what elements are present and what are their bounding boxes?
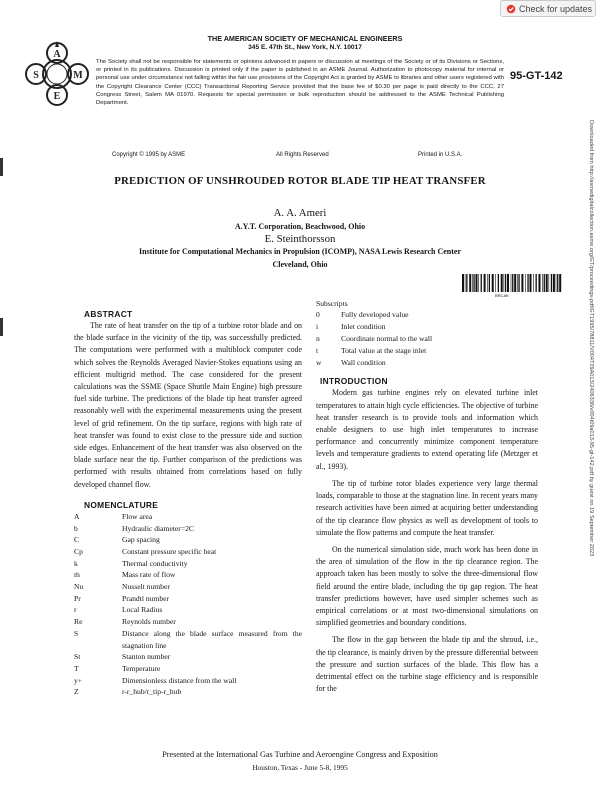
seal-letter-s: S [33, 70, 39, 81]
barcode-bar [462, 274, 464, 292]
barcode-bar [478, 274, 479, 292]
nomenclature-symbol: y+ [74, 675, 83, 685]
barcode-bar [517, 274, 518, 292]
barcode-bar [511, 274, 512, 292]
nomenclature-symbol: St [74, 652, 81, 662]
subscript-row [316, 333, 432, 345]
barcode-bar [557, 274, 558, 292]
barcode-bar [556, 274, 557, 292]
author-affiliation: A.Y.T. Corporation, Beachwood, Ohio [234, 222, 366, 231]
seal-letter-e: E [53, 91, 61, 102]
barcode-bar [489, 274, 490, 292]
nomenclature-row [74, 686, 302, 698]
nomenclature-row [74, 581, 302, 593]
author-name: E. Steinthorsson [264, 233, 336, 245]
nomenclature-symbol: b [74, 523, 78, 533]
rights-notice: All Rights Reserved [276, 152, 329, 158]
subscript-symbol: w [316, 358, 322, 368]
barcode-bar [484, 274, 486, 292]
subscript-row [316, 321, 432, 333]
barcode-bar [525, 274, 526, 292]
right-column [316, 298, 538, 695]
subscript-symbol: t [316, 346, 319, 356]
subscripts-table [316, 309, 432, 369]
subscript-definition: Wall condition [341, 358, 386, 368]
nomenclature-symbol: Z [74, 687, 79, 697]
author-affiliation: Institute for Computational Mechanics in Propulsion (ICOMP), NASA Lewis Research Center [139, 247, 461, 256]
nomenclature-symbol: S [74, 628, 79, 638]
barcode-bar [504, 274, 505, 292]
nomenclature-symbol: Cp [74, 546, 83, 556]
check-for-updates-label: Check for updates [519, 4, 593, 14]
barcode-bar [472, 274, 473, 292]
barcode-bar [501, 274, 503, 292]
barcode-bar [469, 274, 471, 292]
barcode-bar [495, 274, 496, 292]
nomenclature-definition: r-r_hub/r_tip-r_hub [122, 687, 182, 697]
subscripts-heading: Subscripts [316, 299, 348, 308]
barcode-bar [492, 274, 494, 292]
nomenclature-heading: NOMENCLATURE [84, 499, 159, 510]
nomenclature-row [74, 534, 302, 546]
nomenclature-definition: Constant pressure specific heat [122, 546, 217, 556]
barcode-bar [553, 274, 555, 292]
nomenclature-symbol: Re [74, 617, 83, 627]
nomenclature-table [74, 511, 302, 698]
introduction-paragraph: The tip of turbine rotor blades experience very large thermal loads, comparable to those at the stagnation line. In recent years many research activities have been aimed at acquiring better understanding of the tip clearance flow physics as well as development of tools to simulate the flow patterns and compute the heat transfer. [316, 478, 538, 537]
nomenclature-definition: Gap spacing [122, 535, 160, 545]
nomenclature-symbol: ṁ [74, 570, 80, 580]
printed-notice: Printed in U.S.A. [418, 152, 463, 158]
seal-letter-m: M [73, 70, 83, 81]
barcode-bar [521, 274, 523, 292]
barcode-bar [481, 274, 482, 292]
barcode-bar [487, 274, 488, 292]
conference-footer: Presented at the International Gas Turbine and Aeroengine Congress and Exposition [162, 750, 438, 759]
check-for-updates-icon [506, 4, 516, 14]
society-address: 345 E. 47th St., New York, N.Y. 10017 [248, 44, 362, 51]
nomenclature-row [74, 569, 302, 581]
nomenclature-row [74, 546, 302, 558]
barcode-caption: BRCAK [495, 293, 509, 298]
nomenclature-row [74, 604, 302, 616]
introduction-paragraph: The flow in the gap between the blade tip and the shroud, i.e., the tip clearance, is mainly driven by the pressure differential between the pressure and suction surfaces of the blade. This flow has a detrimental effect on the turbine stage efficiency and is responsible for the [316, 635, 538, 694]
download-watermark: Downloaded from http://asmedigitalcollection.asme.org/GT/proceedings-pdf/GT1995/78811/V004T09A013/2406336/v004t09a013-95-gt-142.pdf by guest on 19 September 2023 [588, 120, 594, 557]
barcode-bar [539, 274, 541, 292]
copyright-notice: Copyright © 1995 by ASME [112, 152, 186, 158]
subscript-row [316, 345, 432, 357]
nomenclature-definition: Nusselt number [122, 582, 170, 592]
nomenclature-symbol: A [74, 511, 80, 521]
introduction-heading: INTRODUCTION [320, 376, 388, 387]
barcode-bar [512, 274, 513, 292]
subscript-row [316, 309, 432, 321]
nomenclature-symbol: T [74, 663, 79, 673]
nomenclature-definition: Flow area [122, 511, 153, 521]
seal-letter-a: A [53, 49, 61, 60]
barcode-bar [465, 274, 466, 292]
barcode-bar [533, 274, 534, 292]
scan-edge-mark [0, 318, 3, 336]
nomenclature-definition: Reynolds number [122, 617, 176, 627]
abstract-heading: ABSTRACT [84, 309, 133, 319]
nomenclature-row [74, 593, 302, 605]
nomenclature-definition: Dimensionless distance from the wall [122, 675, 237, 685]
author-location: Cleveland, Ohio [272, 260, 328, 269]
nomenclature-row [74, 616, 302, 628]
nomenclature-definition: Prandtl number [122, 593, 170, 603]
left-column [74, 308, 302, 698]
subscript-row [316, 357, 432, 369]
scan-edge-mark [0, 158, 3, 176]
barcode-bar [505, 274, 506, 292]
nomenclature-symbol: C [74, 535, 80, 545]
nomenclature-row [74, 523, 302, 535]
introduction-paragraph: Modern gas turbine engines rely on elevated turbine inlet temperatures to attain high cycle efficiencies. The objective of turbine heat transfer research is to provide tools and information which enable designers to use high inlet temperatures to increase performance and concurrently minimize component temperature levels and temperature gradients to extend operating life (Metzger et al., 1993). [316, 388, 538, 471]
barcode-bar [530, 274, 532, 292]
nomenclature-definition: Stanton number [122, 652, 171, 662]
nomenclature-definition: Local Radius [122, 605, 163, 615]
barcode-bar [466, 274, 467, 292]
barcode-bar [498, 274, 499, 292]
nomenclature-row [74, 651, 302, 663]
nomenclature-definition: Mass rate of flow [122, 570, 176, 580]
conference-location: Houston, Texas - June 5-8, 1995 [252, 763, 348, 772]
nomenclature-definition: Thermal conductivity [122, 558, 188, 568]
barcode-bar [507, 274, 509, 292]
nomenclature-definition: Hydraulic diameter=2C [122, 523, 194, 533]
abstract-text: The rate of heat transfer on the tip of a turbine rotor blade and on the blade surface in the vicinity of the tip, was successfully predicted. The computations were performed with a multiblock computer code which solves the Reynolds Averaged Navier-Stokes equations using an efficient multigrid method. The case considered for the present calculations was the SSME (Space Shuttle Main Engine) high pressure fuel side turbine. The predictions of the blade tip heat transfer agreed reasonably well with the experimental measurements using the present level of grid refinement. On the tip surface, regions with high rate of heat transfer was found to exist close to the pressure side and suction side edges. Enhancement of the heat transfer was also observed on the blade surface near the tip. Further comparison of the predictions was performed with results obtained from correlations based on fully developed channel flow. [74, 321, 302, 489]
barcode-bar [551, 274, 552, 292]
society-name: THE AMERICAN SOCIETY OF MECHANICAL ENGINEERS [207, 34, 403, 43]
subscript-definition: Total value at the stage inlet [341, 346, 427, 356]
barcode-bar [546, 274, 548, 292]
barcode-bar [473, 274, 474, 292]
barcode-bar [527, 274, 528, 292]
subscript-symbol: 0 [316, 310, 320, 319]
nomenclature-definition: Temperature [122, 663, 161, 673]
nomenclature-row [74, 675, 302, 687]
paper-title: PREDICTION OF UNSHROUDED ROTOR BLADE TIP HEAT TRANSFER [114, 175, 486, 187]
nomenclature-row [74, 663, 302, 675]
nomenclature-symbol: k [74, 558, 78, 568]
barcode-bar [536, 274, 537, 292]
nomenclature-symbol: Pr [74, 593, 81, 603]
subscript-symbol: n [316, 334, 320, 344]
barcode-bar [544, 274, 545, 292]
introduction-paragraph: On the numerical simulation side, much work has been done in the area of simulation of the flow in the tip clearance region. The approach taken has been mostly to solve the three-dimensional flow field around the entire blade, including the tip gap region. The heat transfer predictions however, have used simpler schemes such as empirical correlations or at most two-dimensional simulations on simplified geometries and boundary conditions. [316, 544, 538, 628]
barcode-bar [549, 274, 550, 292]
barcode-bar [542, 274, 543, 292]
nomenclature-symbol: r [74, 605, 77, 615]
asme-seal-logo [22, 38, 92, 110]
barcode-bar [514, 274, 516, 292]
author-name: A. A. Ameri [273, 207, 327, 219]
subscript-definition: Inlet condition [341, 322, 386, 332]
nomenclature-row [74, 558, 302, 570]
subscript-definition: Coordinate normal to the wall [341, 334, 433, 344]
subscript-symbol: i [316, 322, 319, 332]
nomenclature-definition: Distance along the blade surface measured from the stagnation line [122, 628, 302, 650]
nomenclature-row [74, 628, 302, 651]
check-for-updates-button[interactable] [500, 0, 596, 17]
copyright-disclaimer: The Society shall not be responsible for statements or opinions advanced in papers or discussion at meetings of the Society or of its Divisions or Sections, or printed in its publications. Discussion is printed only if the paper is published in an ASME Journal. Authorization to photocopy material for internal or personal use under circumstance not falling within the fair use provisions of the Copyright Act is granted by ASME to libraries and other users registered with the Copyright Clearance Center (CCC) Transactional Reporting Service provided that the base fee of $0.30 per page is paid directly to the CCC, 27 Congress Street, Salem MA 01970. Requests for special permission or bulk reproduction should be addressed to the ASME Technical Publishing Department. [96, 59, 504, 107]
nomenclature-row [74, 511, 302, 523]
nomenclature-symbol: Nu [74, 582, 84, 592]
subscript-definition: Fully developed value [341, 310, 409, 319]
paper-number: 95-GT-142 [510, 70, 563, 82]
barcode-bar [476, 274, 478, 292]
barcode-bar [559, 274, 561, 292]
barcode-bar [518, 274, 519, 292]
barcode [462, 274, 562, 292]
